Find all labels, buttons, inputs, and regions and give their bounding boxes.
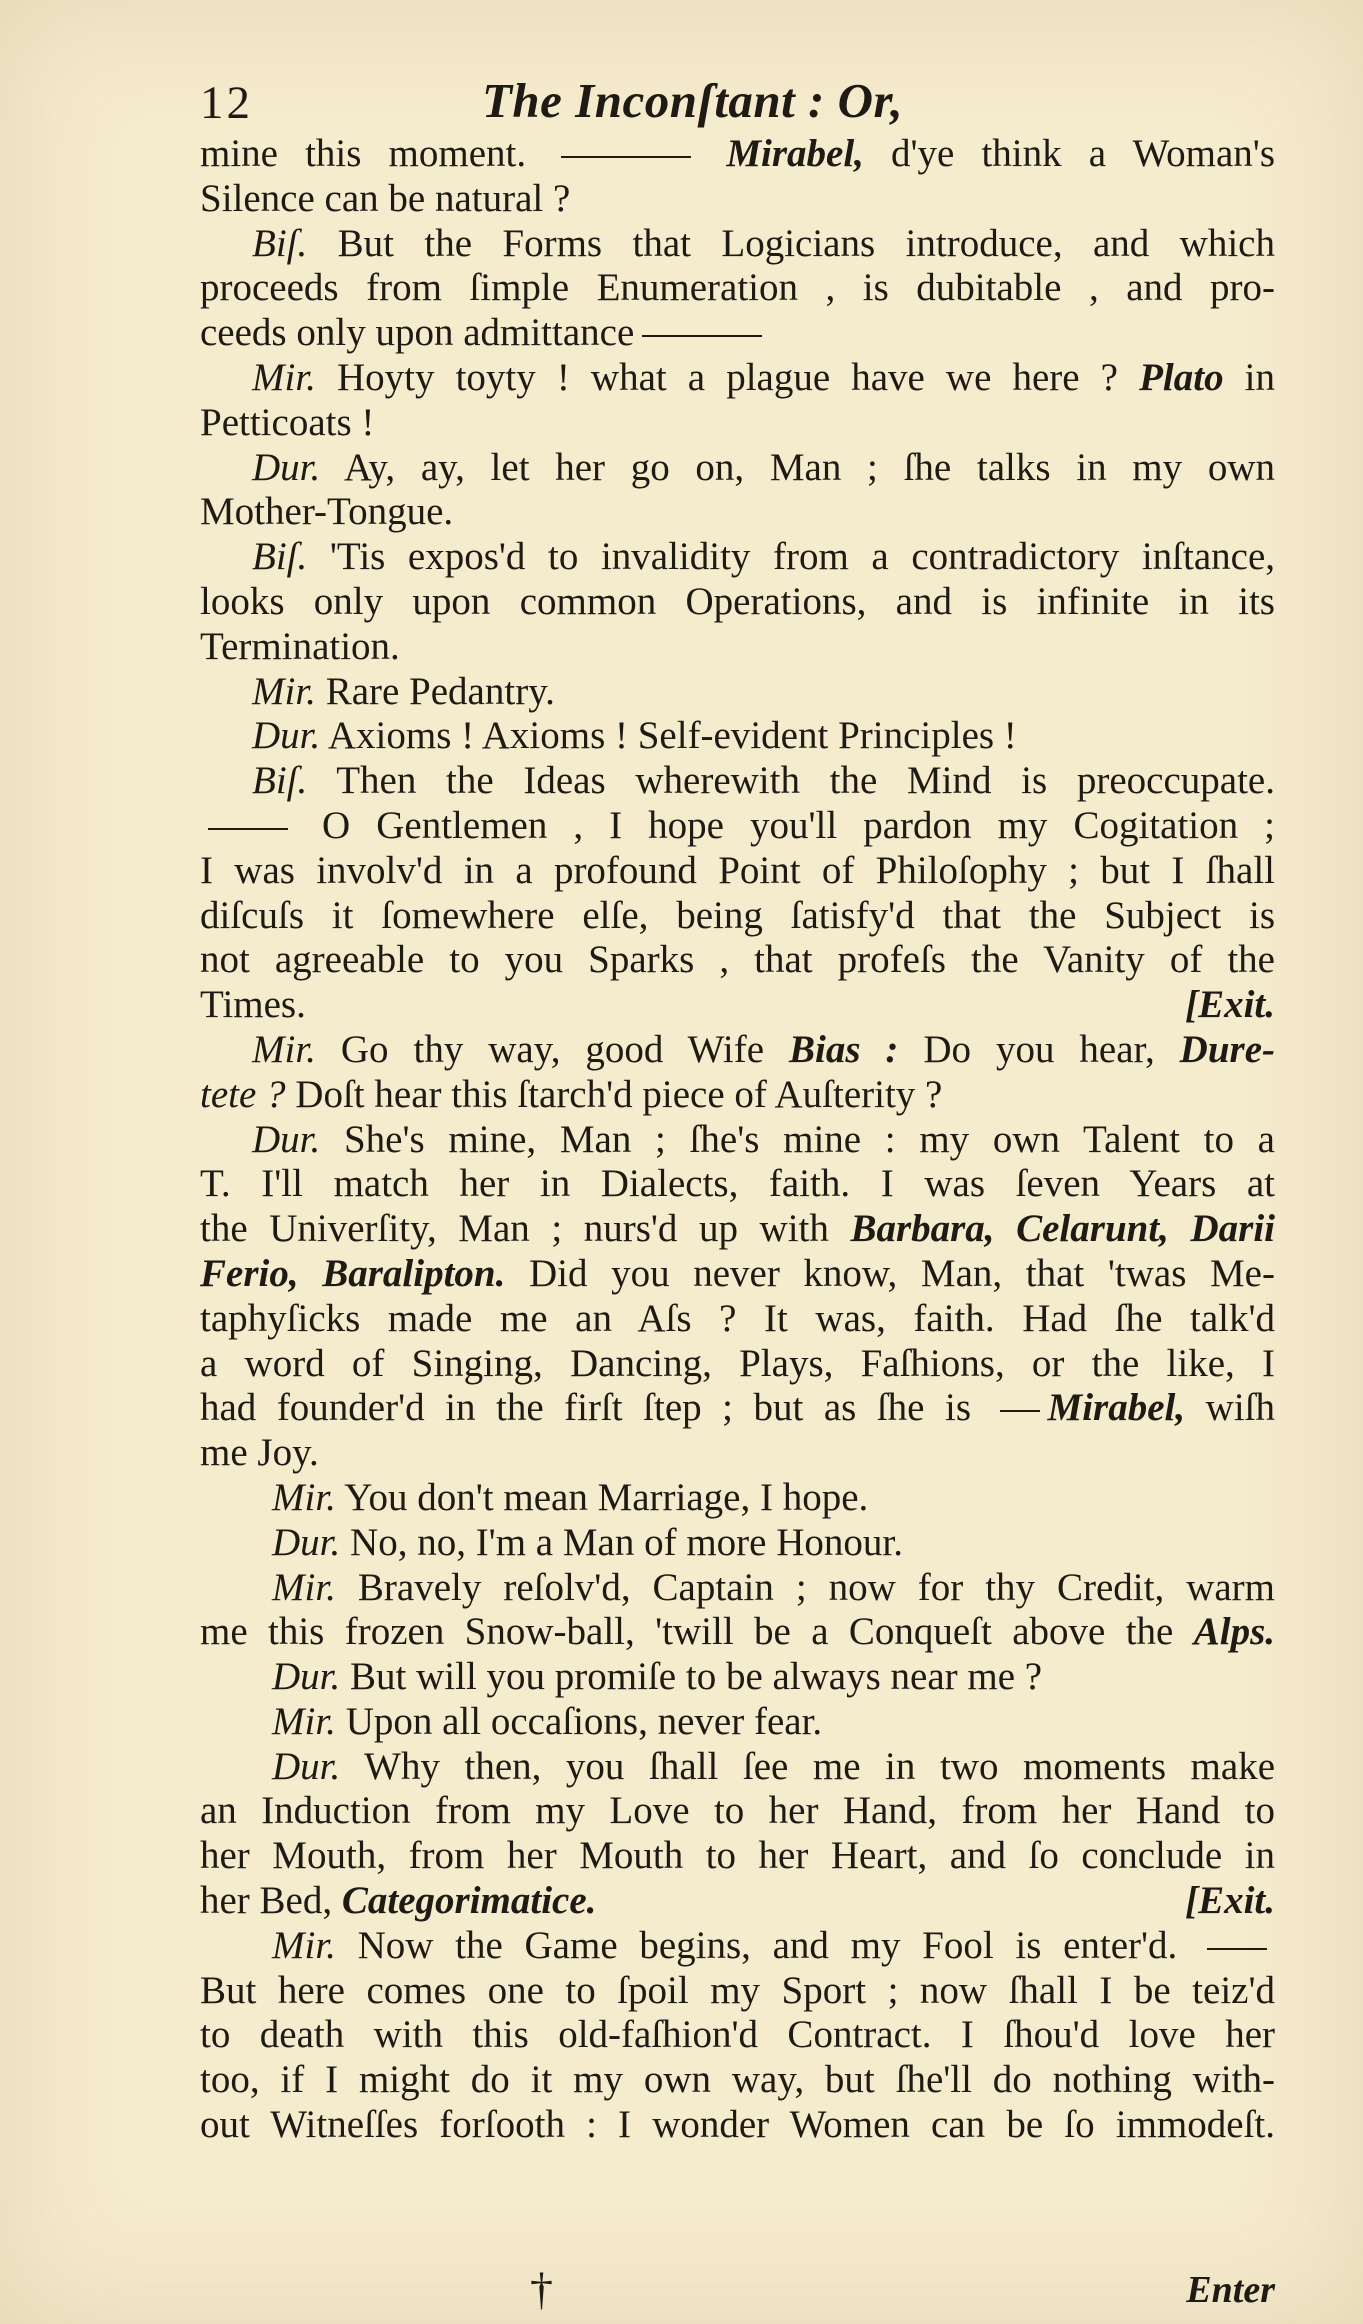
text-run: an Induction from my Love to her Hand, from her Hand to xyxy=(200,1789,1275,1833)
text-run: Then the Ideas wherewith the Mind is preoccupate. xyxy=(307,759,1275,803)
text-run: Do you hear, xyxy=(898,1027,1180,1071)
text-line xyxy=(200,849,1275,894)
text-line xyxy=(200,2013,1275,2058)
text-line xyxy=(200,1028,1275,1073)
text-line xyxy=(200,983,1275,1028)
text-run: I was involv'd in a profound Point of Philoſophy ; but I ſhall xyxy=(200,848,1275,892)
text-run: the Univerſity, Man ; nurs'd up with xyxy=(200,1207,851,1251)
text-run: in xyxy=(1223,355,1275,399)
italic-text: Plato xyxy=(1139,355,1224,399)
text-line xyxy=(200,1789,1275,1834)
text-line xyxy=(200,1252,1275,1297)
text-run: me Joy. xyxy=(200,1431,319,1475)
italic-text: Mir. xyxy=(272,1923,336,1967)
text-run: But here comes one to ſpoil my Sport ; now ſhall I be teiz'd xyxy=(200,1968,1275,2012)
text-line xyxy=(200,1521,1275,1566)
text-line xyxy=(200,2103,1275,2148)
italic-text: Biſ. xyxy=(252,535,308,579)
text-run: Did you never know, Man, that 'twas Me- xyxy=(505,1251,1275,1295)
text-run: Silence can be natural ? xyxy=(200,176,571,220)
text-run: Hoyty toyty ! what a plague have we here ? xyxy=(315,355,1140,399)
text-line xyxy=(200,132,1275,177)
text-line xyxy=(200,356,1275,401)
text-run: Why then, you ſhall ſee me in two moments make xyxy=(340,1744,1275,1788)
em-dash-rule xyxy=(208,828,288,830)
italic-text: Barbara, Celarunt, Darii xyxy=(850,1207,1275,1251)
italic-text: Dur. xyxy=(272,1520,341,1564)
italic-text: Dur. xyxy=(272,1655,341,1699)
text-run: not agreeable to you Sparks , that profeſs the Vanity of the xyxy=(200,938,1275,982)
italic-text: Categorimatice. xyxy=(341,1879,597,1923)
text-line xyxy=(200,1879,1275,1924)
text-run: She's mine, Man ; ſhe's mine : my own Talent to a xyxy=(320,1117,1275,1161)
text-line xyxy=(200,1745,1275,1790)
italic-text: Mir. xyxy=(252,669,316,713)
text-line xyxy=(200,714,1275,759)
text-run: Go thy way, good Wife xyxy=(315,1027,789,1071)
text-run: wiſh xyxy=(1185,1386,1275,1430)
text-line xyxy=(200,1655,1275,1700)
text-line xyxy=(200,1207,1275,1252)
text-line xyxy=(200,1969,1275,2014)
text-line xyxy=(200,1342,1275,1387)
text-run: But the Forms that Logicians introduce, and which xyxy=(307,221,1275,265)
em-dash-rule xyxy=(642,335,762,337)
text-run: a word of Singing, Dancing, Plays, Faſhions, or the like, I xyxy=(200,1341,1275,1385)
text-line xyxy=(200,1073,1275,1118)
text-run: No, no, I'm a Man of more Honour. xyxy=(340,1520,903,1564)
italic-text: Mir. xyxy=(252,355,316,399)
text-run: Now the Game begins, and my Fool is enter'd. xyxy=(335,1923,1199,1967)
italic-text: Dure- xyxy=(1179,1027,1276,1071)
italic-text: Bias : xyxy=(788,1027,899,1071)
text-run: proceeds from ſimple Enumeration , is dubitable , and pro- xyxy=(200,266,1275,310)
italic-text: Ferio, Baralipton. xyxy=(200,1251,506,1295)
text-run: out Witneſſes forſooth : I wonder Women can be ſo immodeſt. xyxy=(200,2103,1275,2147)
text-run: looks only upon common Operations, and is infinite in its xyxy=(200,579,1275,623)
text-run: Axioms ! Axioms ! Self-evident Principles ! xyxy=(320,714,1017,758)
text-run: too, if I might do it my own way, but ſhe'll do nothing with- xyxy=(200,2058,1275,2102)
text-run: Doſt hear this ſtarch'd piece of Auſterity ? xyxy=(285,1072,943,1116)
text-run: Petticoats ! xyxy=(200,400,375,444)
text-line xyxy=(200,1386,1275,1431)
text-run: You don't mean Marriage, I hope. xyxy=(335,1475,869,1519)
text-run: to death with this old-faſhion'd Contract. I ſhou'd love her xyxy=(200,2013,1275,2057)
text-run: mine this moment. xyxy=(200,132,554,175)
italic-text: Dur. xyxy=(272,1744,341,1788)
text-run: her Mouth, from her Mouth to her Heart, and ſo conclude in xyxy=(200,1834,1275,1878)
em-dash-rule xyxy=(1207,1948,1267,1950)
text-line xyxy=(200,446,1275,491)
text-line xyxy=(200,1476,1275,1521)
text-line xyxy=(200,1431,1275,1476)
exit-direction: [Exit. xyxy=(1185,983,1275,1027)
text-line xyxy=(200,670,1275,715)
text-line xyxy=(200,535,1275,580)
text-line xyxy=(200,1834,1275,1879)
text-line xyxy=(200,177,1275,222)
text-line xyxy=(200,1700,1275,1745)
text-run: had founder'd in the firſt ſtep ; but as ſhe is xyxy=(200,1386,992,1430)
text-run: Rare Pedantry. xyxy=(315,669,555,713)
text-line xyxy=(200,401,1275,446)
italic-text: Biſ. xyxy=(252,221,308,265)
text-run: d'ye think a Woman's xyxy=(863,132,1275,175)
italic-text: Mir. xyxy=(252,1027,316,1071)
text-line xyxy=(200,1118,1275,1163)
italic-text: Dur. xyxy=(252,1117,321,1161)
em-dash-rule xyxy=(1000,1410,1040,1412)
exit-direction: [Exit. xyxy=(1185,1879,1275,1923)
text-run: ceeds only upon admittance xyxy=(200,311,635,355)
text-line xyxy=(200,1566,1275,1611)
text-run: 'Tis expos'd to invalidity from a contradictory inſtance, xyxy=(307,535,1275,579)
em-dash-rule xyxy=(561,156,691,158)
text-run: Times. xyxy=(200,983,306,1027)
text-line xyxy=(200,1610,1275,1655)
italic-text: Mirabel, xyxy=(726,132,864,175)
text-run: Mother-Tongue. xyxy=(200,490,454,534)
text-line xyxy=(200,580,1275,625)
text-line xyxy=(200,311,1275,356)
italic-text: Alps. xyxy=(1193,1610,1275,1654)
text-line xyxy=(200,2058,1275,2103)
running-title: The Inconſtant : Or, xyxy=(482,73,904,128)
italic-text: Mir. xyxy=(272,1475,336,1519)
text-run: Bravely reſolv'd, Captain ; now for thy Credit, warm xyxy=(335,1565,1275,1609)
text-run xyxy=(699,132,726,175)
text-run: But will you promiſe to be always near me ? xyxy=(340,1655,1043,1699)
signature-mark: † xyxy=(530,2263,553,2314)
text-run: O Gentlemen , I hope you'll pardon my Cogitation ; xyxy=(296,803,1275,847)
italic-text: Mirabel, xyxy=(1047,1386,1186,1430)
text-run: diſcuſs it ſomewhere elſe, being ſatisfy'd that the Subject is xyxy=(200,893,1275,937)
italic-text: Dur. xyxy=(252,714,321,758)
text-line xyxy=(200,222,1275,267)
text-line xyxy=(200,804,1275,849)
italic-text: Mir. xyxy=(272,1565,336,1609)
page-number: 12 xyxy=(200,77,253,129)
text-line xyxy=(200,759,1275,804)
catchword: Enter xyxy=(1186,2269,1275,2311)
italic-text: Dur. xyxy=(252,445,321,489)
text-line xyxy=(200,490,1275,535)
text-line xyxy=(200,266,1275,311)
text-run: Ay, ay, let her go on, Man ; ſhe talks in my own xyxy=(320,445,1275,489)
text-run: T. I'll match her in Dialects, faith. I was ſeven Years at xyxy=(200,1162,1275,1206)
text-line xyxy=(200,1924,1275,1969)
italic-text: Mir. xyxy=(272,1699,336,1743)
text-run: Upon all occaſions, never fear. xyxy=(335,1699,823,1743)
text-run: taphyſicks made me an Aſs ? It was, faith. Had ſhe talk'd xyxy=(200,1296,1275,1340)
text-line xyxy=(200,625,1275,670)
italic-text: Biſ. xyxy=(252,759,308,803)
text-line xyxy=(200,894,1275,939)
text-run: me this frozen Snow-ball, 'twill be a Conqueſt above the xyxy=(200,1610,1194,1654)
italic-text: tete ? xyxy=(200,1072,286,1116)
text-run: her Bed, xyxy=(200,1879,342,1923)
play-text-body xyxy=(200,132,1275,2148)
text-run: Termination. xyxy=(200,624,400,668)
page-footer xyxy=(200,2263,1275,2318)
text-line xyxy=(200,1297,1275,1342)
text-line xyxy=(200,938,1275,983)
text-line xyxy=(200,1162,1275,1207)
